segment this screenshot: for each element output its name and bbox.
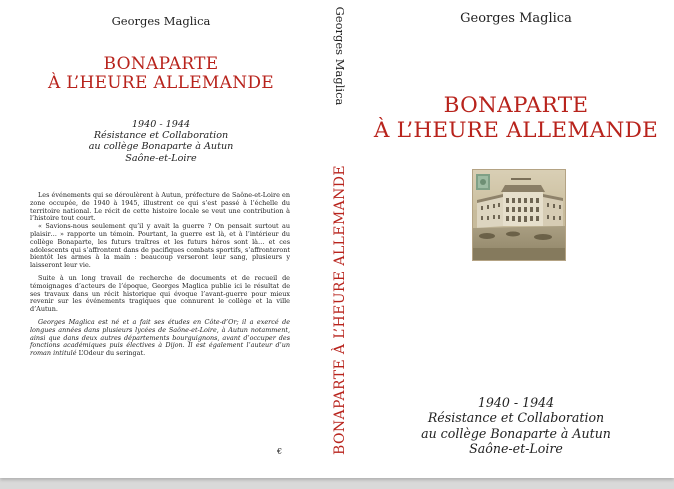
blurb-paragraph-2: « Savions-nous seulement qu’il y avait la guerre ? On pensait surtout au plaisir… » rapporte un témoin. Pourtant, la guerre est là, et à l’intérieur du collège Bonaparte, les futurs traîtres et les futurs héros sont là… et ces adolescents qui s’affrontent dans de pacifiques combats sportifs, s’affronteront bientôt les armes à la main : beaucoup verseront leur sang, plusieurs y laisseront leur vie. xyxy=(30,222,290,270)
back-author: Georges Maglica xyxy=(111,14,211,28)
front-subtitle-line-3: au collège Bonaparte à Autun xyxy=(421,425,611,441)
back-subtitle-line-2: Résistance et Collaboration xyxy=(93,130,229,142)
front-subtitle-line-1: 1940 - 1944 xyxy=(477,395,555,410)
back-blurb xyxy=(30,192,290,363)
spine-title: BONAPARTE À L’HEURE ALLEMANDE xyxy=(332,165,348,455)
price-symbol: € xyxy=(277,447,283,456)
back-subtitle-line-4: Saône-et-Loire xyxy=(125,152,197,164)
front-subtitle xyxy=(358,395,674,457)
back-title-line-1: BONAPARTE xyxy=(103,54,219,74)
postcard-image-icon xyxy=(472,169,566,261)
author-bio-book-title: L’Odeur du seringat. xyxy=(78,349,146,358)
front-title-line-2: À L’HEURE ALLEMANDE xyxy=(373,118,659,143)
author-bio xyxy=(30,319,290,358)
back-subtitle-line-1: 1940 - 1944 xyxy=(131,119,191,130)
front-subtitle-line-4: Saône-et-Loire xyxy=(469,441,563,457)
back-cover xyxy=(0,0,322,478)
back-title-line-2: À L’HEURE ALLEMANDE xyxy=(47,73,275,93)
front-title-line-1: BONAPARTE xyxy=(443,93,589,118)
spine xyxy=(322,0,358,478)
author-bio-text: Georges Maglica est né et a fait ses études en Côte-d’Or; il a exercé de longues années dans plusieurs lycées de Saône-et-Loire, à Autun notamment, ainsi que dans deux autres départements bourguignons, avant d’occuper des fonctions académiques puis électives à Dijon. Il est également l’auteur d’un roman intitulé xyxy=(30,317,290,358)
front-title xyxy=(358,93,674,143)
front-subtitle-line-2: Résistance et Collaboration xyxy=(427,410,605,426)
college-building-illustration xyxy=(473,170,565,260)
back-title xyxy=(0,55,322,93)
postage-stamp-icon xyxy=(476,174,490,190)
spine-author: Georges Maglica xyxy=(333,6,347,106)
postcard-caption-mark xyxy=(511,178,531,180)
front-cover xyxy=(358,0,674,478)
blurb-paragraph-1: Les événements qui se déroulèrent à Autun, préfecture de Saône-et-Loire en zone occupée, de 1940 à 1945, illustrent ce qui s’est passé à l’échelle du territoire national. Le récit de cette histoire locale se veut une contribution à l’histoire tout court. xyxy=(30,191,290,223)
front-author: Georges Maglica xyxy=(460,11,572,26)
back-subtitle xyxy=(0,119,322,164)
blurb-paragraph-3: Suite à un long travail de recherche de documents et de recueil de témoignages d’acteurs de l’époque, Georges Maglica publie ici le résultat de ses travaux dans un récit historique qui évoque l’avant-guerre pour mieux revenir sur les événements tragiques que connurent le collège et la ville d’Autun. xyxy=(30,273,290,314)
back-subtitle-line-3: au collège Bonaparte à Autun xyxy=(88,141,234,153)
